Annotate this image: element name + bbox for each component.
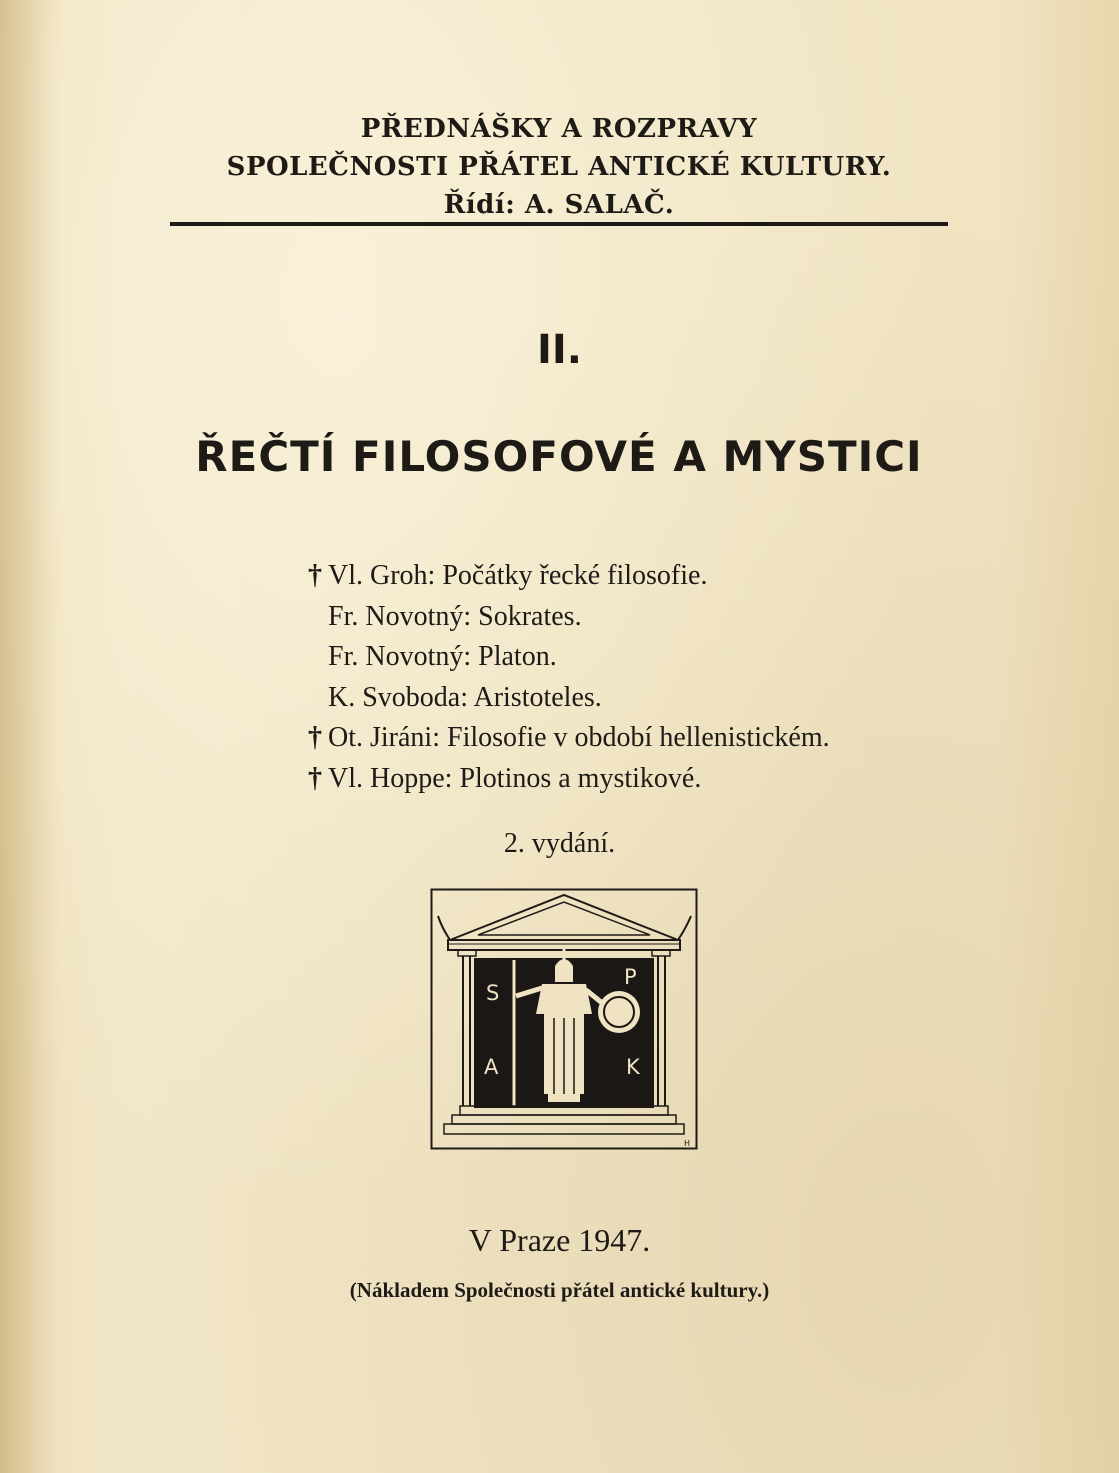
entry-author: Fr. Novotný: (328, 600, 472, 632)
temple-athena-emblem (430, 888, 698, 1150)
contents-entry (308, 678, 988, 719)
entry-work: Aristoteles. (473, 681, 602, 713)
entry-author: Fr. Novotný: (328, 641, 472, 672)
emblem-letter-s: S (486, 981, 500, 1005)
emblem-letter-a: A (484, 1055, 499, 1079)
contents-entry (308, 718, 988, 759)
entry-author: K. Svoboda: (328, 681, 468, 713)
entry-author: Vl. Groh: (328, 560, 436, 591)
series-editor-line: Řídí: A. SALAČ. (443, 190, 675, 220)
series-header (170, 110, 948, 224)
entry-author: Ot. Jiráni: (328, 722, 440, 753)
dagger-mark: † (308, 722, 322, 753)
contents-entry (308, 637, 988, 678)
contents-entry (308, 597, 988, 638)
series-title-line-2: SPOLEČNOSTI PŘÁTEL ANTICKÉ KULTURY. (226, 152, 892, 182)
contents-entry (308, 759, 988, 800)
entry-work: Filosofie v období hellenistickém. (447, 722, 830, 753)
header-rule (170, 222, 948, 226)
entry-work: Počátky řecké filosofie. (442, 560, 708, 591)
dagger-mark: † (308, 560, 322, 591)
contents-list (308, 556, 988, 799)
entry-work: Platon. (478, 641, 557, 672)
entry-work: Sokrates. (478, 600, 582, 632)
volume-number: II. (537, 327, 582, 373)
series-title-line-1: PŘEDNÁŠKY A ROZPRAVY (360, 114, 758, 144)
dagger-mark: † (308, 762, 322, 794)
publisher-note: (Nákladem Společnosti přátel antické kultury.) (349, 1278, 770, 1302)
emblem-signature: H (684, 1139, 691, 1148)
book-title: ŘEČTÍ FILOSOFOVÉ A MYSTICI (195, 432, 923, 481)
entry-author: Vl. Hoppe: (328, 762, 453, 794)
emblem-letter-k: K (626, 1055, 640, 1079)
contents-entry (308, 556, 988, 597)
place-and-year: V Praze 1947. (468, 1222, 651, 1258)
edition-note: 2. vydání. (503, 828, 616, 859)
emblem-letter-p: P (624, 965, 637, 989)
entry-work: Plotinos a mystikové. (459, 762, 702, 794)
